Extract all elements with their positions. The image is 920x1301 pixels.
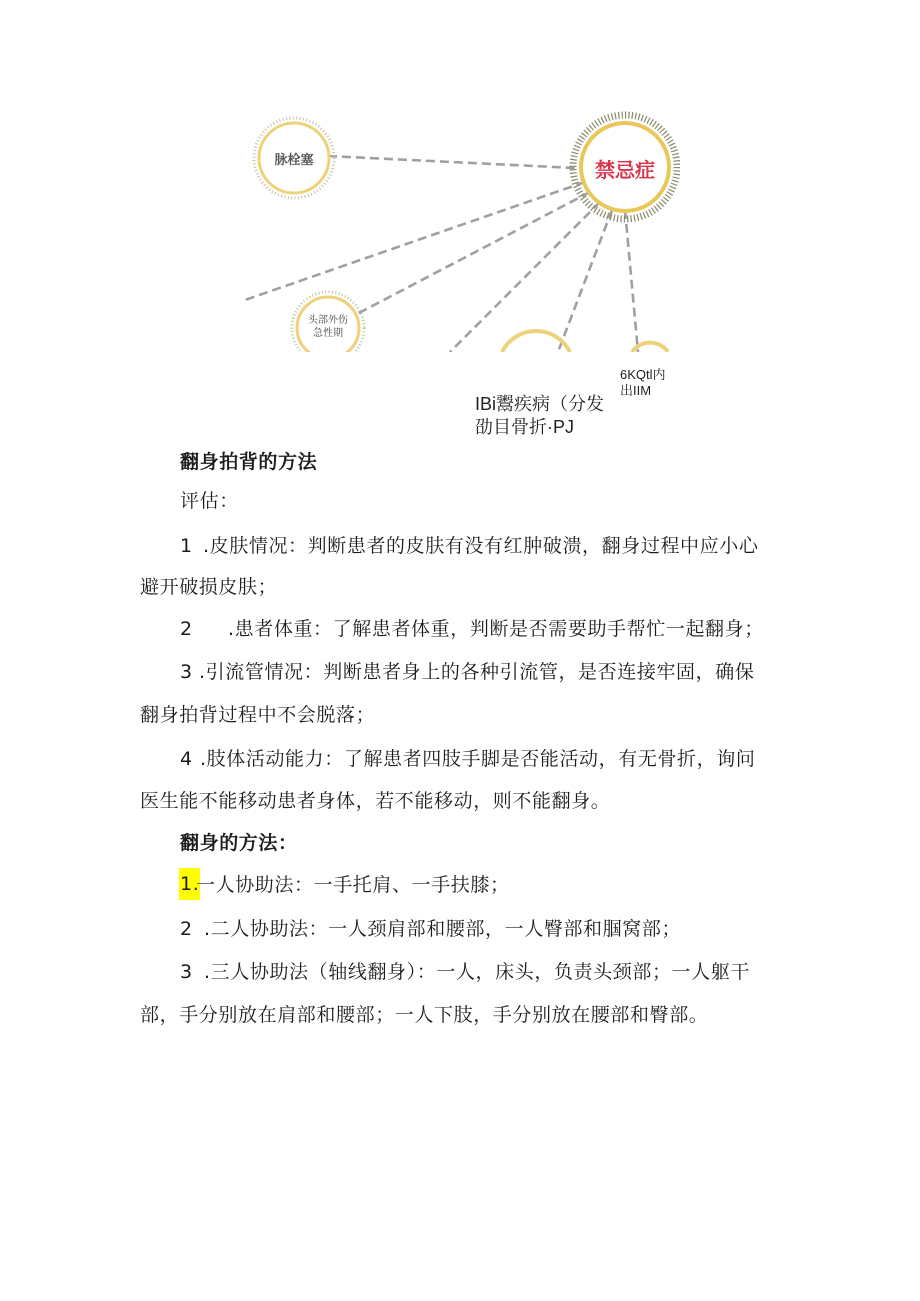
section1-title: 翻身拍背的方法 xyxy=(180,451,318,473)
thrombosis-node-label: 脉栓塞 xyxy=(274,153,314,168)
line-to-lower-right xyxy=(625,210,638,352)
fragment-right-bottom: 出IIM xyxy=(620,383,652,398)
item-number-highlighted: 1. xyxy=(179,868,200,900)
fragment-right-top: 6KQtl内 xyxy=(620,367,666,382)
head-injury-line-1: 头部外伤 xyxy=(308,315,348,326)
item-text-continued: 部，手分别放在肩部和腰部；一人下肢，手分别放在腰部和臀部。 xyxy=(140,1004,709,1026)
item-text-continued: 避开破损皮肤； xyxy=(140,576,278,598)
item-number: 3 xyxy=(180,961,193,983)
item-number: 2 xyxy=(180,918,193,940)
head-injury-line-2: 急性期 xyxy=(313,328,343,339)
item-text-continued: 医生能不能移动患者身体，若不能移动，则不能翻身。 xyxy=(140,790,611,812)
item-text: .患者体重：了解患者体重，判断是否需要助手帮忙一起翻身； xyxy=(228,618,764,640)
item-text: 一人协助法：一手托肩、一手扶膝； xyxy=(196,874,510,896)
item-number: 3 xyxy=(180,661,193,683)
item-number: 2 xyxy=(180,618,193,640)
line-to-thrombosis xyxy=(328,156,575,168)
line-to-lower-middle xyxy=(558,210,612,352)
item-number: 1 xyxy=(180,535,193,557)
contraindication-diagram xyxy=(240,110,680,352)
item-text: .二人协助法：一人颈肩部和腰部，一人臀部和腘窝部； xyxy=(204,918,682,940)
item-text-continued: 翻身拍背过程中不会脱落； xyxy=(140,704,376,726)
fragment-main-line1: IBi鬻疾病（分发 xyxy=(475,394,605,414)
section2-title: 翻身的方法： xyxy=(180,832,298,854)
item-text: .三人协助法（轴线翻身）：一人，床头，负责头颈部；一人躯干 xyxy=(204,961,750,983)
fragment-main-line2: 劭目骨折·PJ xyxy=(475,417,574,437)
item-number: 4 xyxy=(180,748,193,770)
line-to-head-injury xyxy=(355,192,590,315)
item-text: .肢体活动能力：了解患者四肢手脚是否能活动，有无骨折，询问 xyxy=(200,748,756,770)
item-text: .引流管情况：判断患者身上的各种引流管，是否连接牢固，确保 xyxy=(199,661,755,683)
assessment-label: 评估： xyxy=(180,490,239,512)
center-node-label: 禁忌症 xyxy=(595,158,655,182)
head-injury-node-label xyxy=(298,314,358,340)
item-text: .皮肤情况：判断患者的皮肤有没有红肿破溃，翻身过程中应小心 xyxy=(203,535,759,557)
line-to-lower-left xyxy=(450,202,600,352)
